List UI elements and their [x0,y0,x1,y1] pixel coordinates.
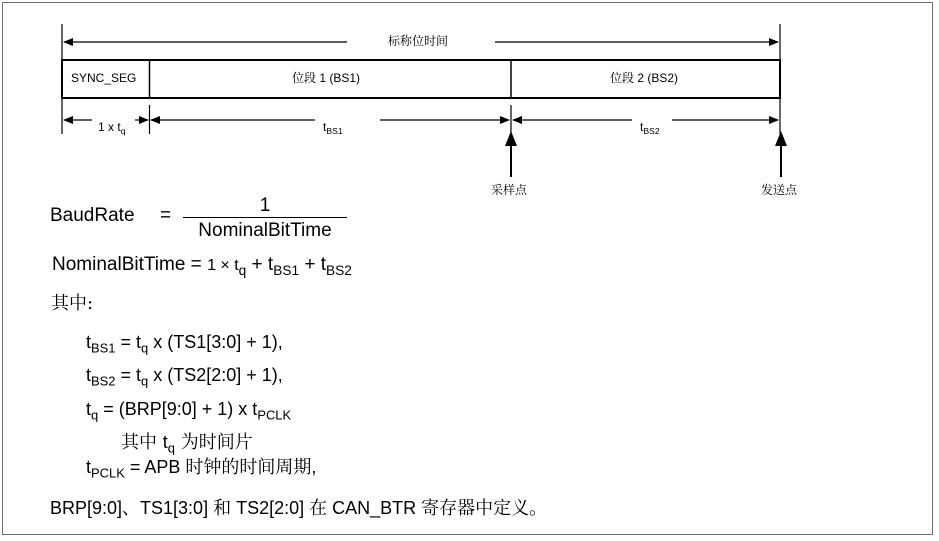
tq-duration-label: 1 x $t_q$ [98,120,126,137]
bs1-segment-label: 位段 1 (BS1) [292,71,361,85]
sample-point-arrowhead [505,131,517,146]
tq-note: 其中 $t_q$ 为时间片 [121,432,253,456]
sample-point-label: 采样点 [491,183,528,197]
fraction-numerator: 1 [259,195,271,216]
nominal-formula: NominalBitTime = $1 \times t_q + t_{BS1} + t_{BS2}$ [52,254,352,278]
baudrate-equals: = [160,205,172,226]
tbs1-duration-label: $t_{BS1}$ [323,120,343,137]
tbs2-duration-label: $t_{BS2}$ [640,120,660,137]
bs2-segment-label: 位段 2 (BS2) [610,71,679,85]
nominal-bit-time-label: 标称位时间 [388,34,449,48]
fraction-bar [183,217,347,218]
register-footer: BRP[9:0]、TS1[3:0] 和 TS2[2:0] 在 CAN_BTR 寄存器中定义。 [50,498,548,518]
baudrate-fraction [183,195,347,242]
fraction-denominator: NominalBitTime [198,220,332,241]
tpclk-definition: $t_{PCLK}$ = APB 时钟的时间周期, [86,457,317,481]
sync-seg-label: SYNC_SEG [71,71,137,85]
transmit-point-label: 发送点 [761,183,798,197]
tq-definition: $t_q$ = (BRP[9:0] + 1) x $t_{PCLK}$ [86,399,292,423]
transmit-point-arrowhead [775,131,787,146]
baudrate-lhs: BaudRate [50,205,135,226]
where-label: 其中: [51,293,94,314]
tbs2-definition: $t_{BS2} = t_q$ x (TS2[2:0] + 1), [86,365,283,389]
tbs1-definition: $t_{BS1} = t_q$ x (TS1[3:0] + 1), [86,332,283,356]
